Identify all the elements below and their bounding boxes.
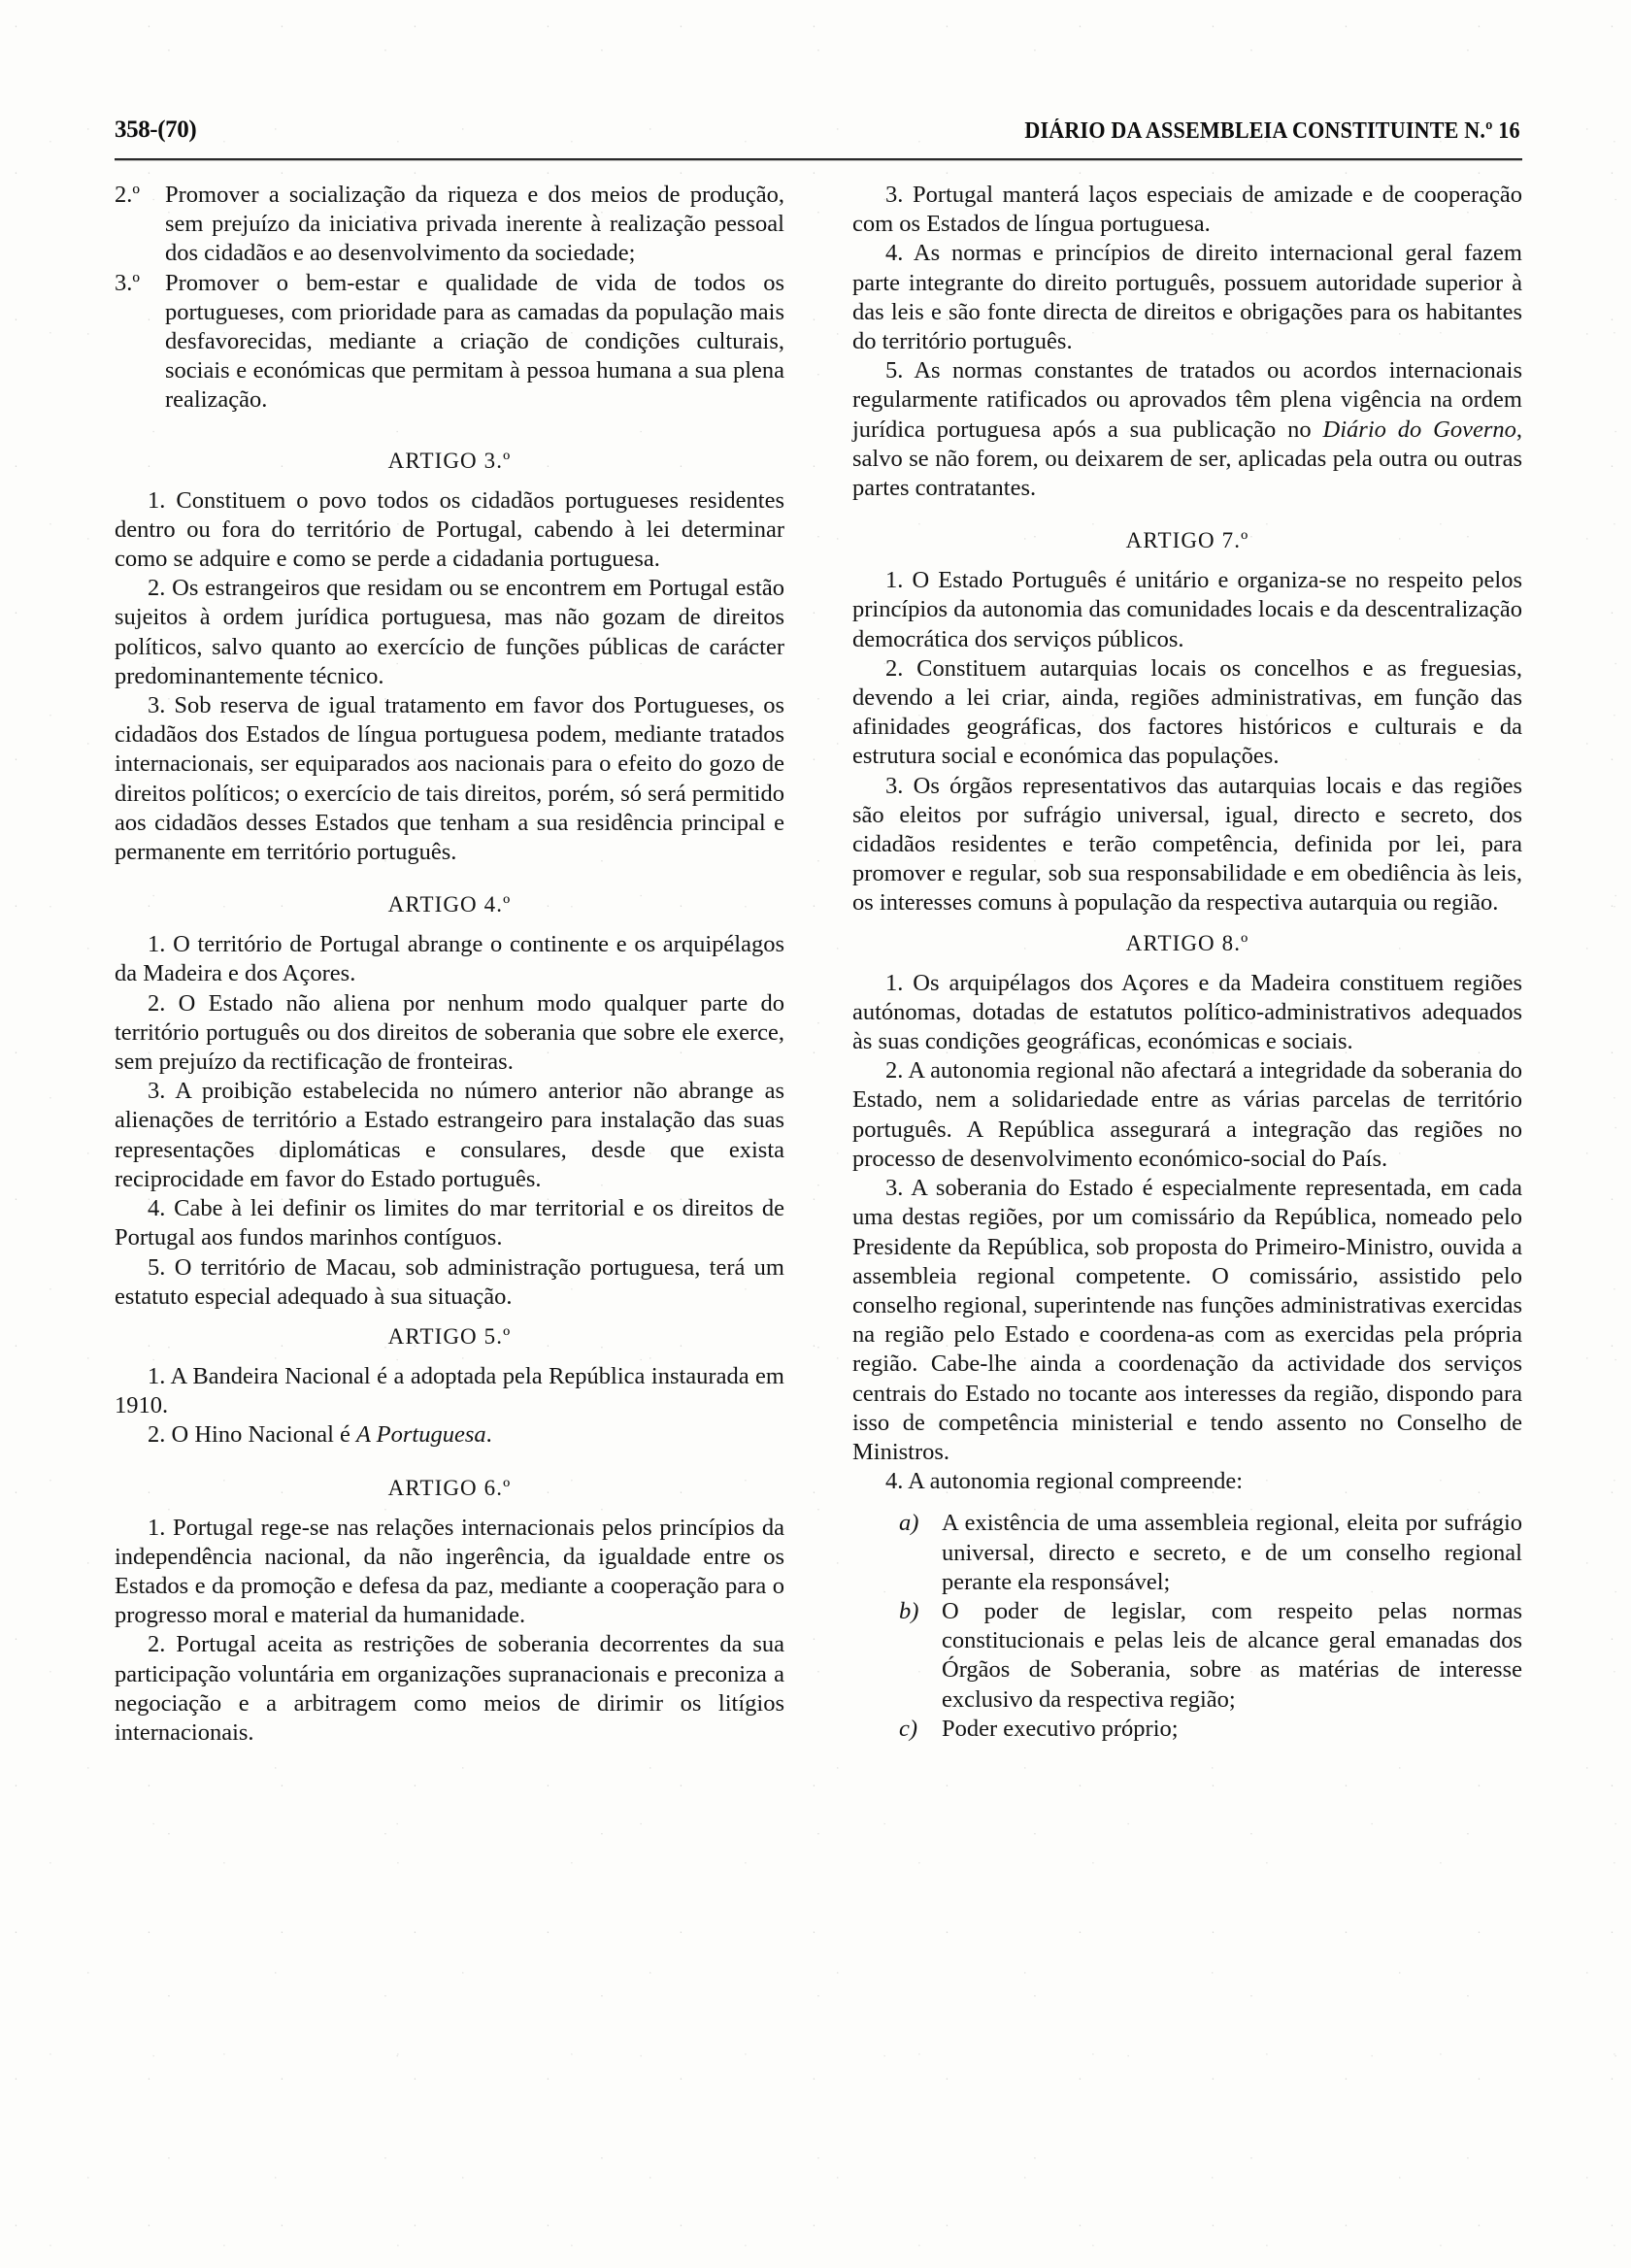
- artigo-5-paragraph-2: [115, 1420, 784, 1450]
- subitem-marker: b): [899, 1597, 919, 1624]
- artigo-5-heading: ARTIGO 5.º: [387, 1323, 512, 1349]
- artigo-4-paragraph-2: 2. O Estado não aliena por nenhum modo qualquer parte do território português ou dos direitos de soberania que sobre ele exerce, sem prejuízo da rectificação de fronteiras.: [115, 989, 784, 1076]
- list-item-text: Promover o bem-estar e qualidade de vida de todos os portugueses, com prioridade para as camadas da população mais desfavorecidas, mediante a criação de condições culturais, sociais e económicas que permitam à pessoa humana a sua plena realização.: [165, 269, 784, 414]
- artigo-5-paragraph-2-suffix: .: [485, 1421, 492, 1449]
- artigo-8-paragraph-1: 1. Os arquipélagos dos Açores e da Madeira constituem regiões autónomas, dotadas de estatutos político-administrativos adequados às suas condições geográficas, económicas e sociais.: [852, 969, 1522, 1055]
- running-head: [115, 117, 1520, 155]
- artigo-8-heading: ARTIGO 8.º: [1125, 930, 1249, 955]
- artigo-8-paragraph-2: 2. A autonomia regional não afectará a integridade da soberania do Estado, nem a solidariedade entre as várias parcelas de território português. A República assegurará a integração das regiões no processo de desenvolvimento económico-social do País.: [852, 1057, 1522, 1172]
- artigo-6-paragraph-2: 2. Portugal aceita as restrições de soberania decorrentes da sua participação voluntária em organizações supranacionais e preconiza a negociação e a arbitragem como meios de dirimir os litígios internacionais.: [115, 1631, 784, 1746]
- artigo-7-heading: ARTIGO 7.º: [1125, 528, 1249, 553]
- artigo-4-paragraph-3: 3. A proibição estabelecida no número anterior não abrange as alienações de território a Estado estrangeiro para instalação das suas representações diplomáticas e consulares, desde que exista reciprocidade em favor do Estado português.: [115, 1078, 784, 1192]
- artigo-6-paragraph-1: 1. Portugal rege-se nas relações internacionais pelos princípios da independência nacional, da não ingerência, da igualdade entre os Estados e da promoção e defesa da paz, mediante a cooperação para o progresso moral e material da humanidade.: [115, 1514, 784, 1629]
- header-rule: [115, 158, 1522, 160]
- artigo-3-paragraph-2: 2. Os estrangeiros que residam ou se encontrem em Portugal estão sujeitos à ordem jurídica portuguesa, mas não gozam de direitos políticos, salvo quanto ao exercício de funções públicas de carácter predominantemente técnico.: [115, 575, 784, 689]
- artigo-3-paragraph-3: 3. Sob reserva de igual tratamento em favor dos Portugueses, os cidadãos dos Estados de língua portuguesa podem, mediante tratados internacionais, ser equiparados aos nacionais para o efeito do gozo de direitos políticos; o exercício de tais direitos, porém, só será permitido aos cidadãos desses Estados que tenham a sua residência principal e permanente em território português.: [115, 692, 784, 866]
- list-item-marker: 3.º: [115, 269, 140, 296]
- artigo-6-paragraph-3: 3. Portugal manterá laços especiais de amizade e de cooperação com os Estados de língua portuguesa.: [852, 182, 1522, 238]
- journal-title: DIÁRIO DA ASSEMBLEIA CONSTITUINTE N.º 16: [1024, 118, 1520, 144]
- artigo-4-paragraph-5: 5. O território de Macau, sob administração portuguesa, terá um estatuto especial adequado à sua situação.: [115, 1253, 784, 1310]
- artigo-3-paragraph-1: 1. Constituem o povo todos os cidadãos portugueses residentes dentro ou fora do território de Portugal, cabendo à lei determinar como se adquire e como se perde a cidadania portuguesa.: [115, 486, 784, 573]
- subitem-text: Poder executivo próprio;: [942, 1715, 1179, 1742]
- artigo-6-paragraph-5: [852, 356, 1522, 503]
- artigo-7-paragraph-2: 2. Constituem autarquias locais os concelhos e as freguesias, devendo a lei criar, ainda, regiões administrativas, em função das afinidades geográficas, dos factores históricos e culturais e da estrutura social e económica das populações.: [852, 654, 1522, 770]
- artigo-8-paragraph-3: 3. A soberania do Estado é especialmente representada, em cada uma destas regiões, por um comissário da República, nomeado pelo Presidente da República, sob proposta do Primeiro-Ministro, ouvida a assembleia regional competente. O comissário, assistido pelo conselho regional, superintende nas funções administrativas exercidas na região pelo Estado e coordena-as com as exercidas pela própria região. Cabe-lhe ainda a coordenação da actividade dos serviços centrais do Estado no tocante aos interesses da região, dispondo para isso de competência ministerial e tendo assento no Conselho de Ministros.: [852, 1175, 1522, 1465]
- page-folio: 358-(70): [115, 117, 197, 143]
- artigo-6-paragraph-4: 4. As normas e princípios de direito internacional geral fazem parte integrante do direito português, possuem autoridade superior à das leis e são fonte directa de direitos e obrigações para os habitantes do território português.: [852, 240, 1522, 355]
- artigo-6-paragraph-5-part1: 5. As normas constantes de tratados ou acordos internacionais regularmente ratificados ou aprovados têm plena vigência na ordem jurídica portuguesa após a sua publicação no: [852, 357, 1522, 443]
- artigo-6-heading: ARTIGO 6.º: [387, 1475, 512, 1500]
- artigo-7-paragraph-1: 1. O Estado Português é unitário e organiza-se no respeito pelos princípios da autonomia das comunidades locais e da descentralização democrática dos serviços públicos.: [852, 567, 1522, 652]
- right-column: [852, 181, 1522, 1748]
- artigo-4-heading: ARTIGO 4.º: [387, 892, 512, 917]
- numbered-list-item: [115, 181, 784, 269]
- artigo-3-heading: ARTIGO 3.º: [387, 448, 512, 473]
- left-column: [115, 181, 784, 1748]
- artigo-8-subitem: [899, 1509, 1522, 1597]
- diario-do-governo-title: Diário do Governo: [1322, 416, 1516, 443]
- artigo-6-paragraph-5-part2: , salvo se não forem, ou deixarem de ser, aplicadas pela outra ou outras partes contratantes.: [852, 416, 1522, 502]
- list-item-text: Promover a socialização da riqueza e dos meios de produção, sem prejuízo da iniciativa privada inerente à realização pessoal dos cidadãos e ao desenvolvimento da sociedade;: [165, 182, 784, 267]
- numbered-list-item: [115, 269, 784, 416]
- artigo-5-paragraph-2-prefix: 2. O Hino Nacional é: [148, 1421, 356, 1449]
- artigo-8-paragraph-4: 4. A autonomia regional compreende:: [885, 1468, 1244, 1495]
- artigo-4-paragraph-1: 1. O território de Portugal abrange o continente e os arquipélagos da Madeira e dos Açores.: [115, 931, 784, 987]
- subitem-text: A existência de uma assembleia regional, eleita por sufrágio universal, directo e secreto, e de um conselho regional perante ela responsável;: [942, 1510, 1522, 1595]
- list-item-marker: 2.º: [115, 182, 140, 208]
- artigo-7-paragraph-3: 3. Os órgãos representativos das autarquias locais e das regiões são eleitos por sufrágio universal, igual, directo e secreto, dos cidadãos residentes e terão competência, definida por lei, para promover e regular, sob sua responsabilidade e em obediência às leis, os interesses comuns à população da respectiva autarquia ou região.: [852, 772, 1522, 917]
- artigo-4-paragraph-4: 4. Cabe à lei definir os limites do mar territorial e os direitos de Portugal aos fundos marinhos contíguos.: [115, 1195, 784, 1251]
- artigo-5-paragraph-1: 1. A Bandeira Nacional é a adoptada pela República instaurada em 1910.: [115, 1362, 784, 1419]
- hino-nacional-title: A Portuguesa: [356, 1421, 486, 1449]
- subitem-marker: a): [899, 1510, 919, 1537]
- subitem-marker: c): [899, 1715, 918, 1742]
- artigo-8-subitem: [899, 1715, 1522, 1744]
- body-columns: [115, 181, 1522, 1748]
- artigo-8-subitem: [899, 1597, 1522, 1715]
- subitem-text: O poder de legislar, com respeito pelas normas constitucionais e pelas leis de alcance geral emanadas dos Órgãos de Soberania, sobre as matérias de interesse exclusivo da respectiva região;: [942, 1597, 1522, 1713]
